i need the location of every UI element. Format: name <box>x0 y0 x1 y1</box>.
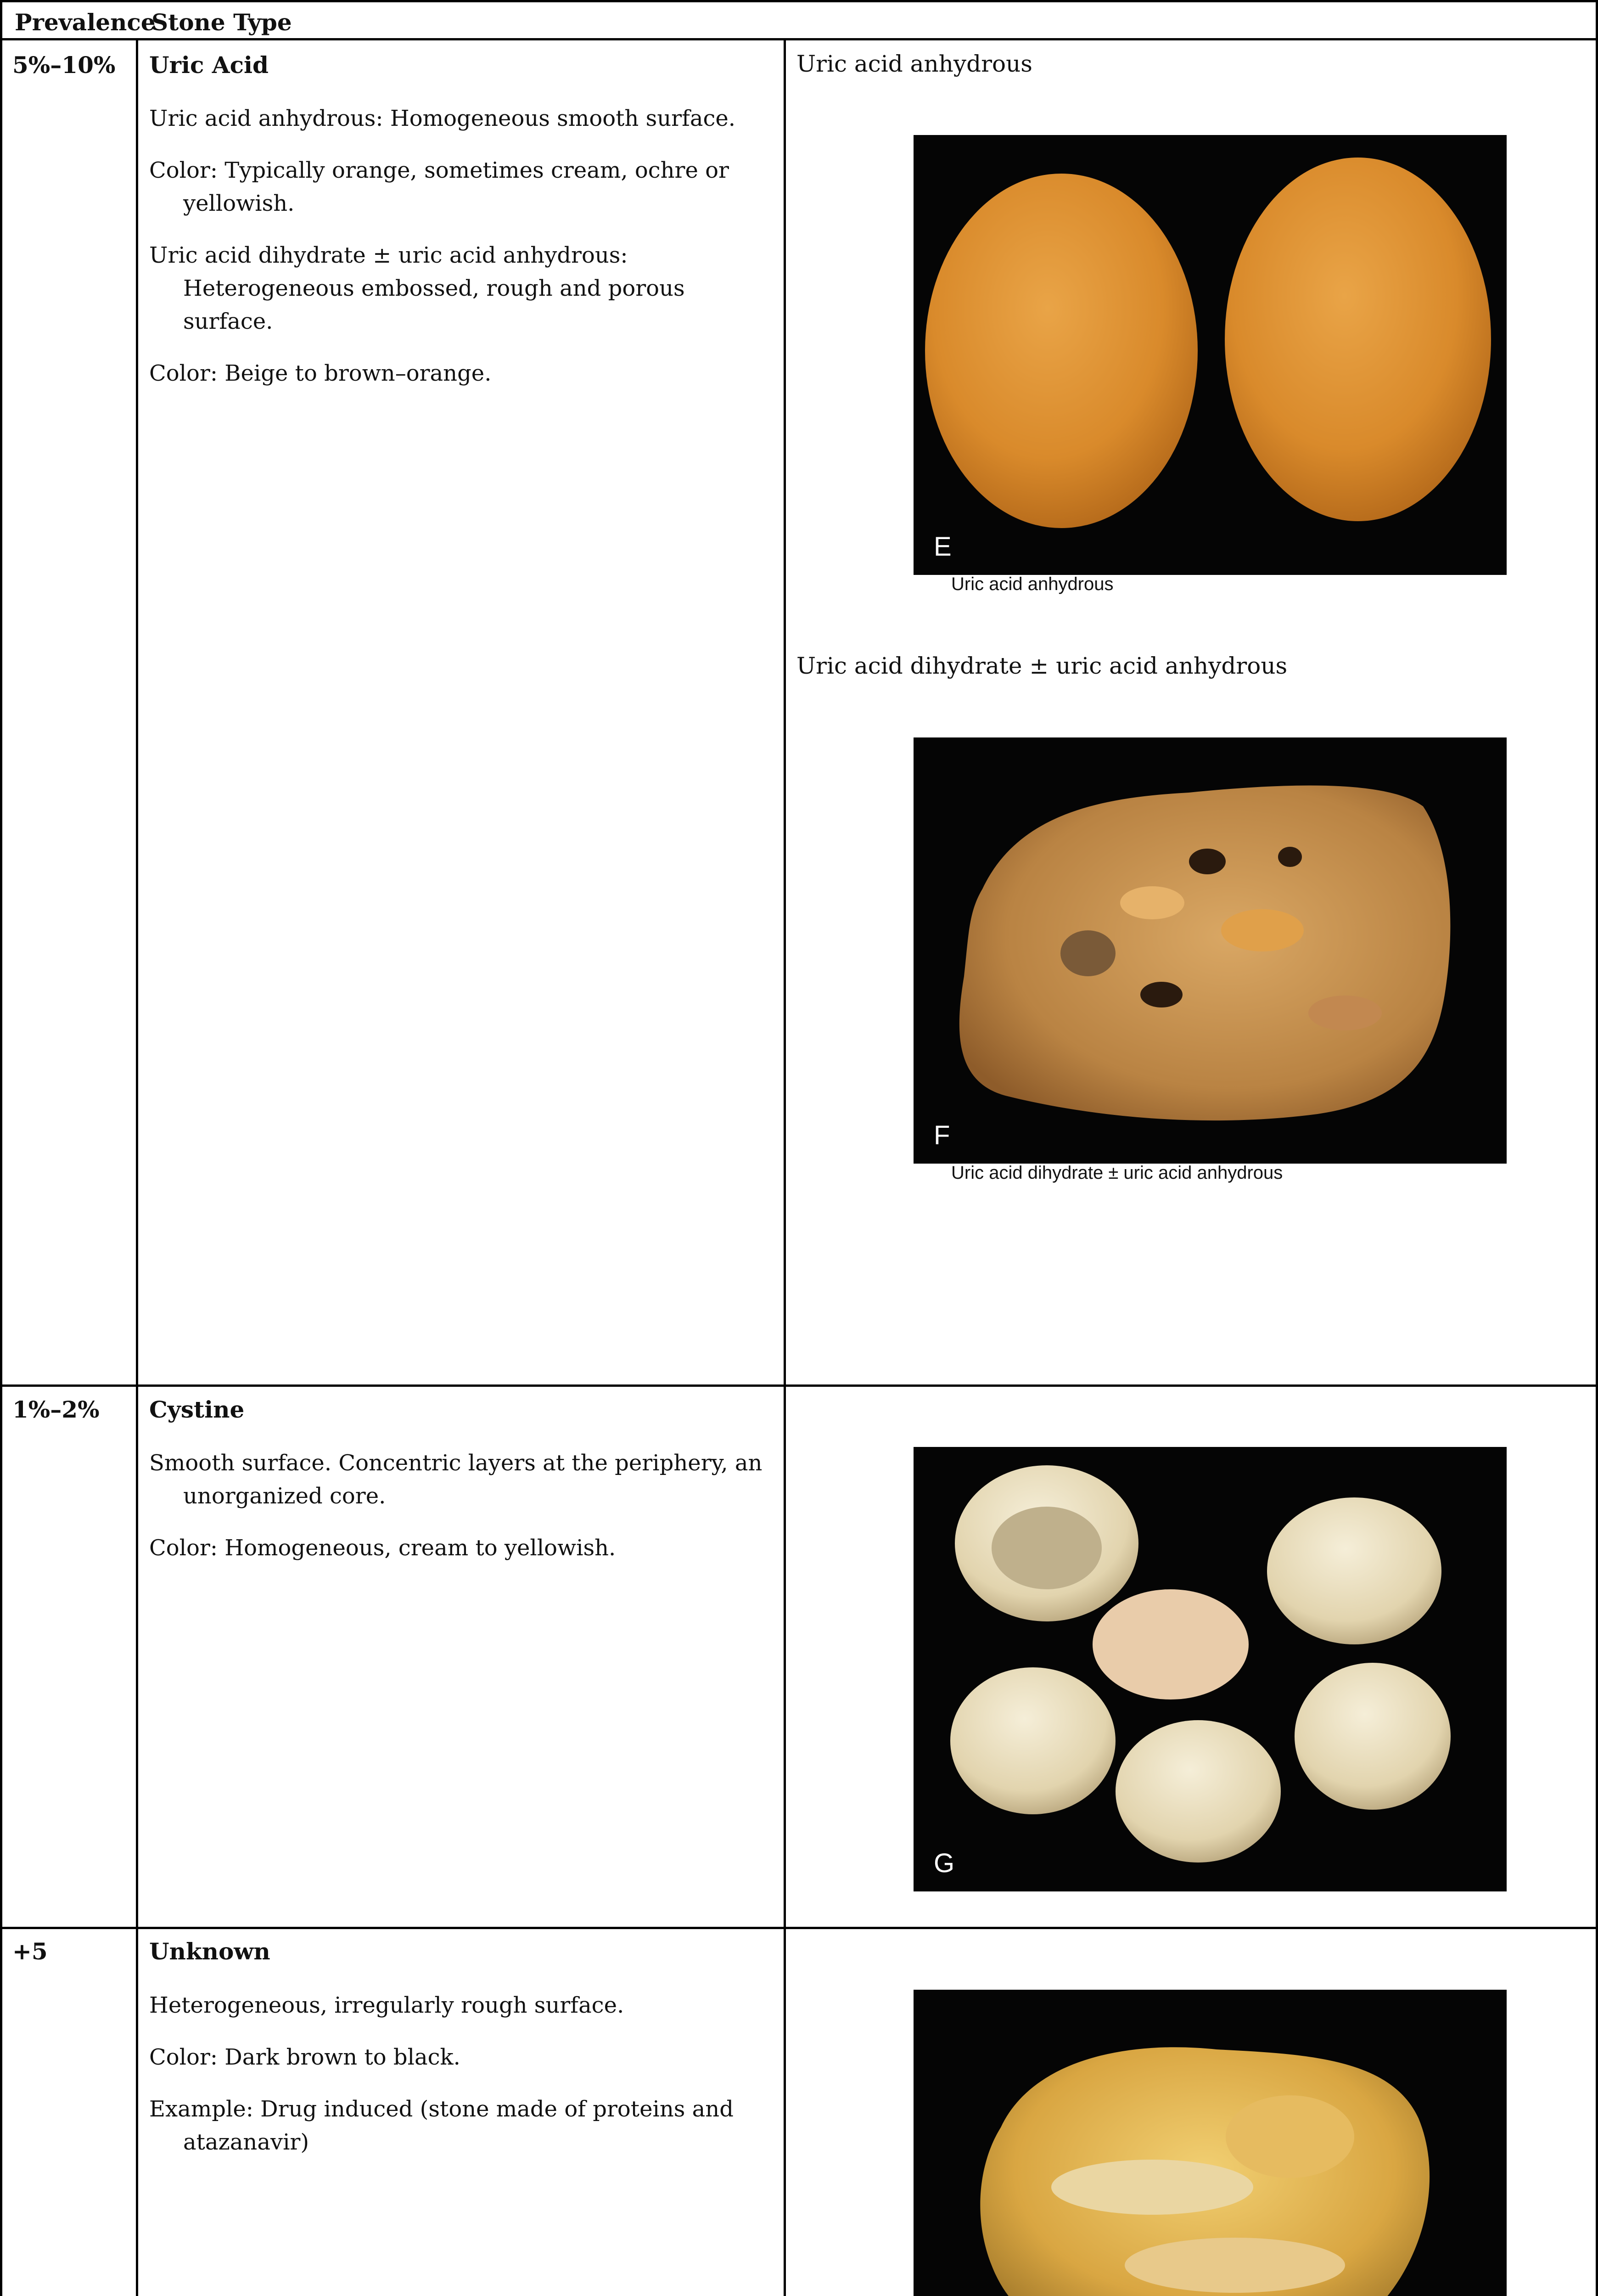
description-line: Example: Drug induced (stone made of proteins and atazanavir) <box>149 2096 734 2155</box>
description-line: Heterogeneous, irregularly rough surface. <box>149 1992 624 2018</box>
row-prevalence: 5%–10% <box>12 51 116 79</box>
photo-letter: G <box>934 1848 955 1878</box>
description-line: Uric acid dihydrate ± uric acid anhydrous: Heterogeneous embossed, rough and porous surface. <box>149 242 685 334</box>
description-line: Uric acid anhydrous: Homogeneous smooth surface. <box>149 106 735 131</box>
prevalence-header: Prevalence <box>15 9 156 36</box>
column-divider-2 <box>784 40 786 2296</box>
stone-photo-g <box>914 1447 1507 1891</box>
row-stone-type: Cystine <box>149 1396 245 1423</box>
stone-type-header: Stone Type <box>151 9 292 36</box>
row-description <box>149 102 767 409</box>
table-header <box>0 0 1598 40</box>
stone-photo-f <box>914 737 1507 1164</box>
description-line: Color: Dark brown to black. <box>149 2044 460 2070</box>
stone-photo-h <box>914 1990 1507 2296</box>
table-border-left <box>0 40 2 2296</box>
image-title: Uric acid anhydrous <box>796 51 1032 77</box>
row-stone-type: Unknown <box>149 1938 270 1965</box>
row-stone-type: Uric Acid <box>149 51 269 79</box>
row-divider-1 <box>0 1384 1598 1387</box>
row-description <box>149 1446 767 1583</box>
photo-caption: Uric acid anhydrous <box>951 574 1114 594</box>
row-description <box>149 1989 767 2178</box>
row-prevalence: 1%–2% <box>12 1396 100 1423</box>
stone-photo-e <box>914 135 1507 575</box>
row-divider-2 <box>0 1927 1598 1929</box>
photo-caption: Uric acid dihydrate ± uric acid anhydrous <box>951 1163 1283 1183</box>
photo-letter: F <box>934 1120 950 1150</box>
photo-letter: E <box>934 532 952 562</box>
description-line: Color: Beige to brown–orange. <box>149 360 492 386</box>
row-prevalence: +5 <box>12 1938 48 1965</box>
column-divider-1 <box>136 40 138 2296</box>
image-title: Uric acid dihydrate ± uric acid anhydrous <box>796 653 1288 679</box>
table-border-right <box>1596 40 1598 2296</box>
description-line: Color: Homogeneous, cream to yellowish. <box>149 1535 616 1561</box>
description-line: Smooth surface. Concentric layers at the periphery, an unorganized core. <box>149 1450 763 1509</box>
description-line: Color: Typically orange, sometimes cream, ochre or yellowish. <box>149 158 729 216</box>
